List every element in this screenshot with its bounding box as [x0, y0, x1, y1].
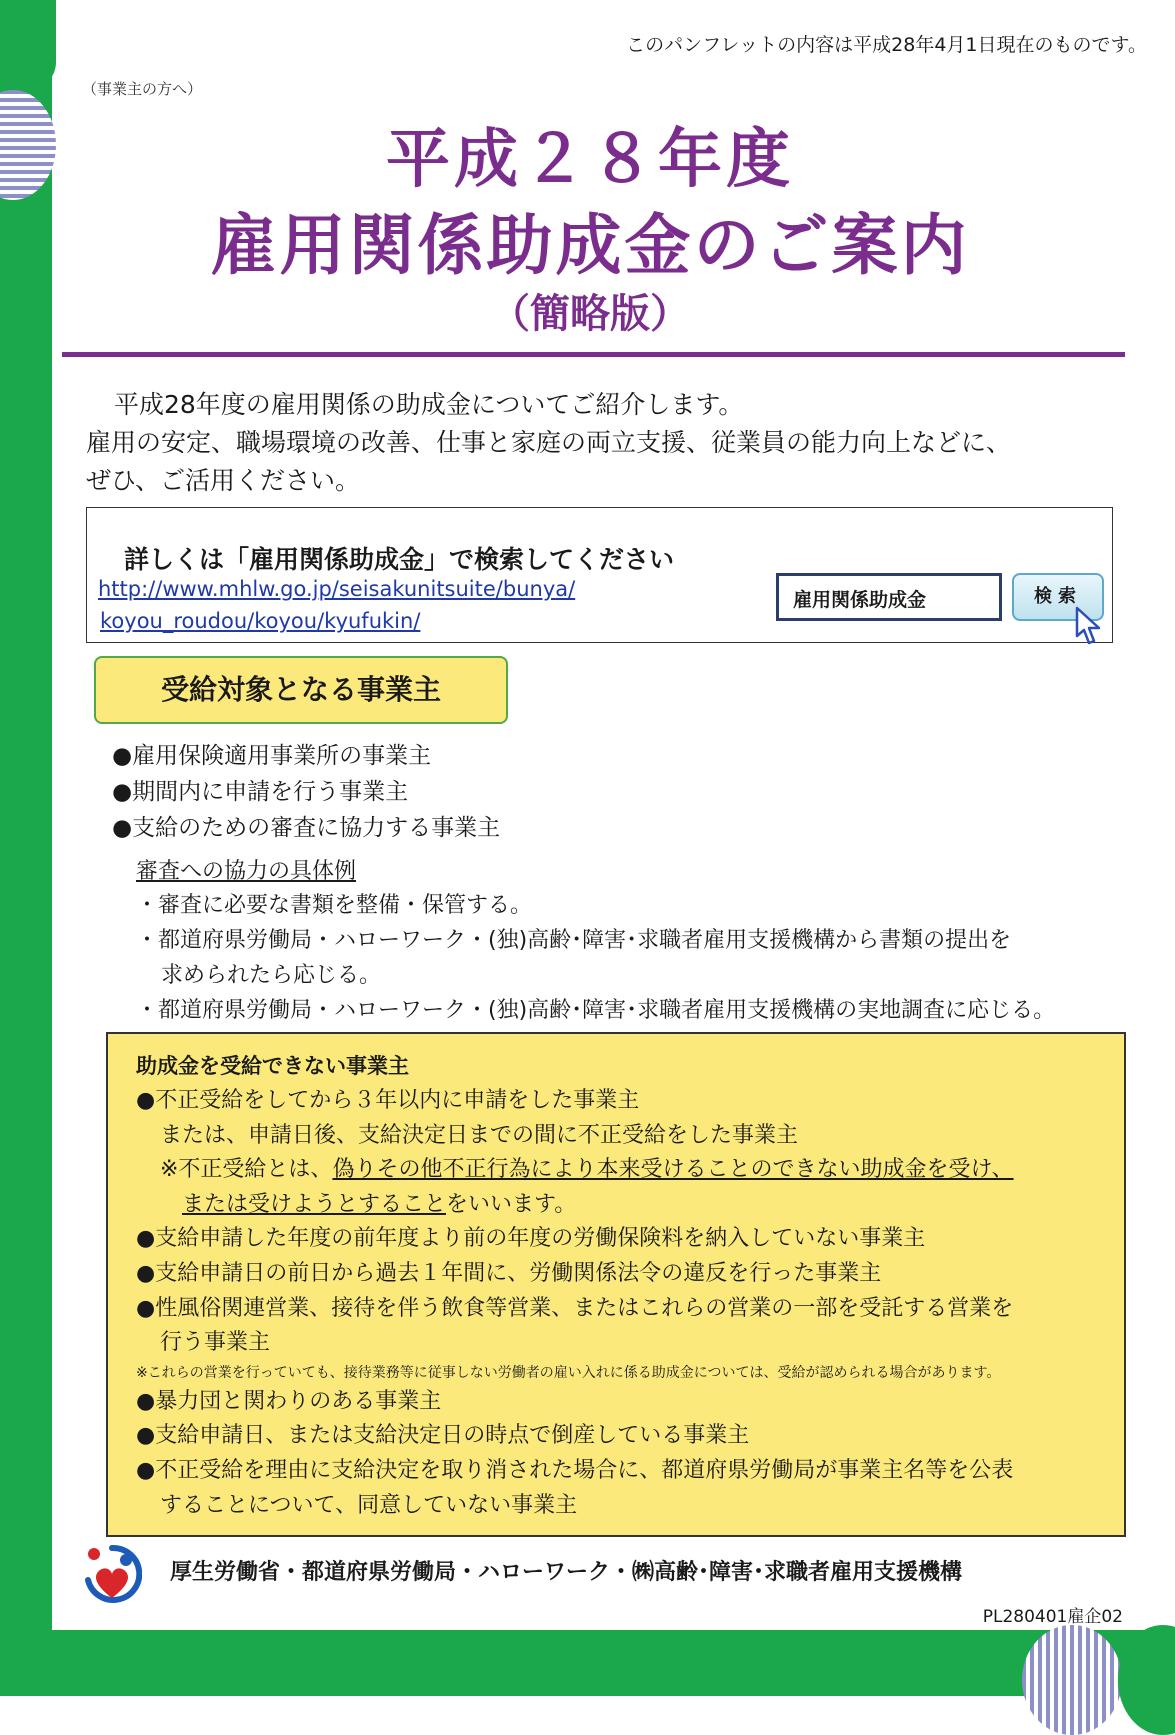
mouse-pointer-icon: [1074, 606, 1102, 646]
list-item: ●期間内に申請を行う事業主: [112, 779, 409, 805]
ministry-logo-icon: [82, 1540, 142, 1606]
note-text-underlined: 偽りその他不正行為により本来受けることのできない助成金を受け、: [332, 1157, 1014, 1183]
green-frame-left: [0, 0, 52, 1696]
note-text: ※不正受給とは、: [160, 1157, 333, 1183]
document-code: PL280401雇企02: [982, 1607, 1123, 1627]
list-item: ・都道府県労働局・ハローワーク・(独)高齢･障害･求職者雇用支援機構の実地調査に応じる。: [136, 998, 1056, 1023]
note-text-underlined: または受けようとすること: [182, 1191, 447, 1217]
page-title: 雇用関係助成金のご案内: [210, 207, 970, 284]
ineligible-list: [136, 1084, 1116, 1523]
eligible-section-heading: 受給対象となる事業主: [94, 656, 508, 724]
audience-label: （事業主の方へ）: [82, 80, 203, 98]
list-item: ●支給のための審査に協力する事業主: [112, 815, 501, 841]
note-text: をいいます。: [446, 1191, 577, 1217]
list-item-note: ※これらの営業を行っていても、接待業務等に従事しない労働者の雇い入れに係る助成金については、受給が認められる場合があります。: [136, 1364, 1001, 1381]
website-link[interactable]: http://www.mhlw.go.jp/seisakunitsuite/bunya/: [98, 577, 576, 601]
list-item: ●雇用保険適用事業所の事業主: [112, 743, 432, 769]
list-item-cont: 行う事業主: [160, 1330, 271, 1356]
list-item: ●支給申請日、または支給決定日の時点で倒産している事業主: [136, 1423, 750, 1449]
cooperation-examples-heading: 審査への協力の具体例: [136, 859, 357, 884]
intro-line: ぜひ、ご活用ください。: [86, 466, 361, 495]
list-item-cont: 求められたら応じる。: [161, 963, 382, 988]
list-item: ●暴力団と関わりのある事業主: [136, 1388, 442, 1414]
page-subtitle: （簡略版）: [490, 291, 690, 337]
issuing-organizations: 厚生労働省・都道府県労働局・ハローワーク・㈱高齢･障害･求職者雇用支援機構: [170, 1560, 963, 1585]
page-title-year: 平成２８年度: [386, 123, 794, 197]
list-item: ●不正受給を理由に支給決定を取り消された場合に、都道府県労働局が事業主名等を公表: [136, 1457, 1014, 1483]
green-frame-bottom: [0, 1630, 1175, 1696]
stripe-disc-decoration-bottom: [1022, 1625, 1122, 1735]
intro-line: 雇用の安定、職場環境の改善、仕事と家庭の両立支援、従業員の能力向上などに、: [86, 428, 1012, 457]
list-item: ●支給申請日の前日から過去１年間に、労働関係法令の違反を行った事業主: [136, 1260, 882, 1286]
ineligible-heading: 助成金を受給できない事業主: [136, 1054, 409, 1078]
list-item: ●性風俗関連営業、接待を伴う飲食等営業、またはこれらの営業の一部を受託する営業を: [136, 1295, 1014, 1321]
fraud-definition-note: [136, 1153, 1116, 1188]
fraud-definition-note-cont: [136, 1188, 1116, 1223]
list-item: ●不正受給をしてから３年以内に申請をした事業主: [136, 1088, 640, 1113]
list-item: ・都道府県労働局・ハローワーク・(独)高齢･障害･求職者雇用支援機構から書類の提出を: [136, 928, 1012, 953]
list-item-cont: または、申請日後、支給決定日までの間に不正受給をした事業主: [160, 1122, 799, 1148]
search-heading: 詳しくは「雇用関係助成金」で検索してください: [124, 545, 675, 574]
green-frame-top: [0, 0, 56, 90]
validity-note: このパンフレットの内容は平成28年4月1日現在のものです。: [626, 34, 1147, 56]
list-item-cont: することについて、同意していない事業主: [160, 1492, 578, 1518]
search-button[interactable]: 検索: [1012, 573, 1104, 621]
intro-text: [86, 386, 1011, 500]
cooperation-examples: [136, 888, 1055, 1028]
list-item: ●支給申請した年度の前年度より前の年度の労働保険料を納入していない事業主: [136, 1226, 926, 1252]
intro-line: 平成28年度の雇用関係の助成金についてご紹介します。: [114, 390, 744, 419]
list-item: ・審査に必要な書類を整備・保管する。: [136, 893, 533, 918]
website-link-cont[interactable]: koyou_roudou/koyou/kyufukin/: [100, 609, 421, 633]
title-divider: [62, 352, 1125, 357]
eligible-list: [112, 738, 500, 846]
search-input[interactable]: 雇用関係助成金: [776, 573, 1002, 621]
